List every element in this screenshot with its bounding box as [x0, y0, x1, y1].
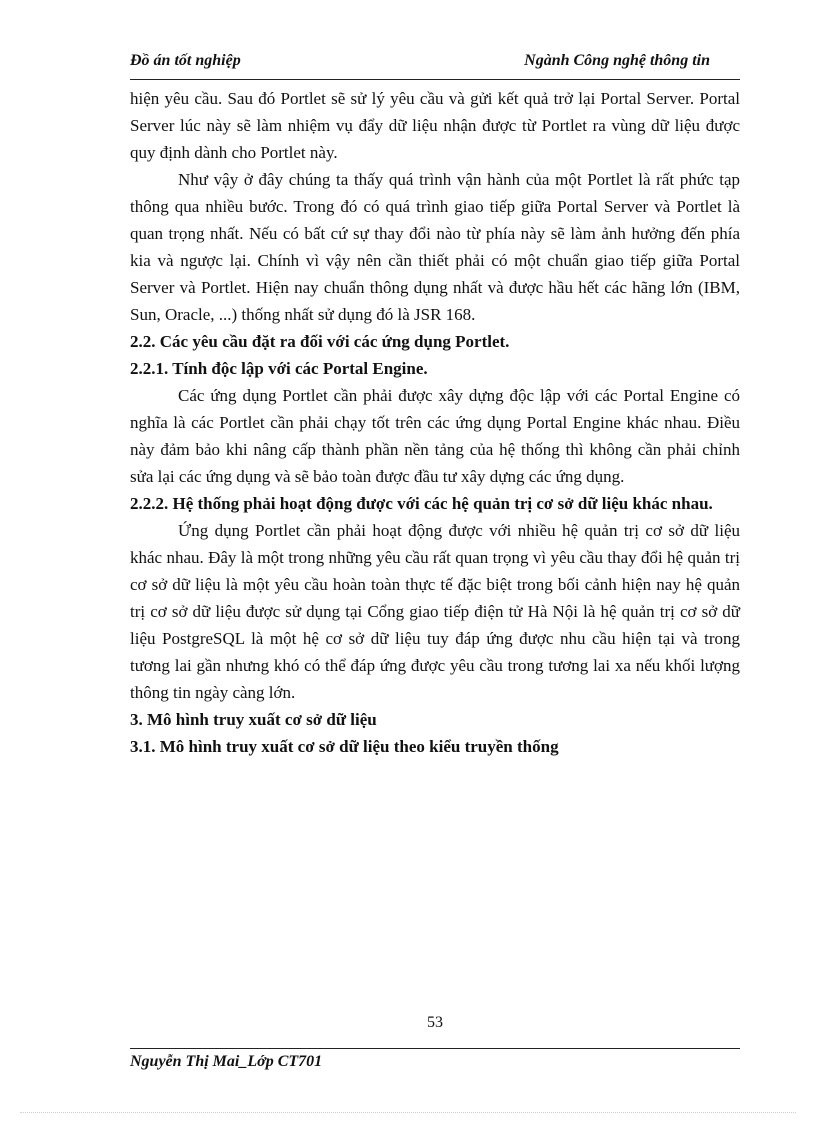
heading-3: 3. Mô hình truy xuất cơ sở dữ liệu: [130, 710, 377, 729]
header-major-label: Ngành Công nghệ thông tin: [524, 52, 710, 69]
paragraph-dbms-compatibility: Ứng dụng Portlet cần phải hoạt động được với nhiều hệ quản trị cơ sở dữ liệu khác nhau. Đây là một trong những yêu cầu rất quan trọng vì yêu cầu thay đổi hệ quản trị cơ sở dữ liệu là một yêu cầu hoàn toàn thực tế đặc biệt trong bối cảnh hiện nay hệ quản trị cơ sở dữ liệu được sử dụng tại Cổng giao tiếp điện tử Hà Nội là hệ quản trị cơ sở dữ liệu PostgreSQL là một hệ cơ sở dữ liệu tuy đáp ứng được nhu cầu hiện tại và trong tương lai gần nhưng khó có thể đáp ứng được yêu cầu trong tương lai xa nếu khối lượng thông tin ngày càng lớn.: [130, 521, 740, 702]
heading-2-2-1: 2.2.1. Tính độc lập với các Portal Engine.: [130, 359, 428, 378]
page-body: [130, 85, 740, 760]
heading-3-1: 3.1. Mô hình truy xuất cơ sở dữ liệu theo kiểu truyền thống: [130, 737, 559, 756]
page-header: [130, 52, 740, 80]
heading-2-2-2: 2.2.2. Hệ thống phải hoạt động được với các hệ quản trị cơ sở dữ liệu khác nhau.: [130, 494, 713, 513]
heading-2-2: 2.2. Các yêu cầu đặt ra đối với các ứng dụng Portlet.: [130, 332, 510, 351]
page-bottom-border: [20, 1112, 796, 1113]
paragraph-portal-engine-independence: Các ứng dụng Portlet cần phải được xây dựng độc lập với các Portal Engine có nghĩa là các Portlet cần phải chạy tốt trên các ứng dụng Portal Engine khác nhau. Điều này đảm bảo khi nâng cấp thành phần nền tảng của hệ thống thì không cần phải chỉnh sửa lại các ứng dụng và sẽ bảo toàn được đầu tư xây dựng các ứng dụng.: [130, 386, 740, 486]
footer-divider: [130, 1048, 740, 1049]
paragraph-portlet-operation: Như vậy ở đây chúng ta thấy quá trình vận hành của một Portlet là rất phức tạp thông qua nhiều bước. Trong đó có quá trình giao tiếp giữa Portal Server và Portlet là quan trọng nhất. Nếu có bất cứ sự thay đổi nào từ phía này sẽ làm ảnh hưởng đến phía kia và ngược lại. Chính vì vậy nên cần thiết phải có một chuẩn giao tiếp giữa Portal Server và Portlet. Hiện nay chuẩn thông dụng nhất và được hầu hết các hãng lớn (IBM, Sun, Oracle, ...) thống nhất sử dụng đó là JSR 168.: [130, 170, 740, 324]
paragraph-continuation: hiện yêu cầu. Sau đó Portlet sẽ sử lý yêu cầu và gửi kết quả trở lại Portal Server. Portal Server lúc này sẽ làm nhiệm vụ đẩy dữ liệu nhận được từ Portlet ra vùng dữ liệu được quy định dành cho Portlet này.: [130, 89, 740, 162]
page-number: 53: [427, 1014, 443, 1031]
header-thesis-label: Đồ án tốt nghiệp: [130, 52, 241, 69]
footer-author: Nguyễn Thị Mai_Lớp CT701: [130, 1053, 323, 1070]
header-divider: [130, 79, 740, 80]
